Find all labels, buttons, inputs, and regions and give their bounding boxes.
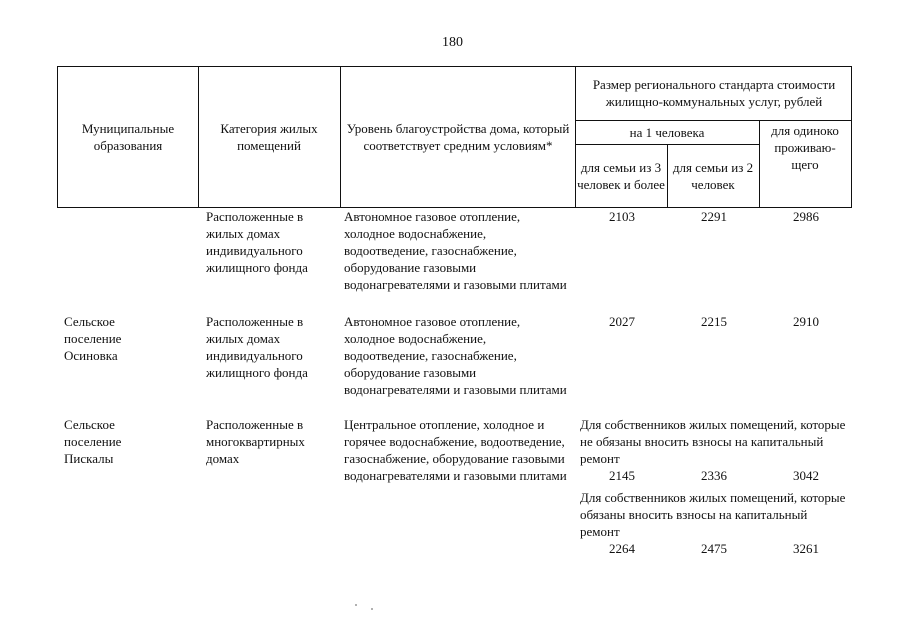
row3a-family2-value: 2336 [701, 468, 727, 483]
scan-speck [355, 604, 357, 606]
row3a-single-value: 3042 [793, 468, 819, 483]
header-family-2: для семьи из 2 человек [672, 159, 754, 192]
row2-municipality: Сельское поселение Осиновка [64, 314, 122, 363]
header-single: для одиноко проживаю-щего [771, 122, 839, 172]
row1-single-value: 2986 [793, 209, 819, 224]
row2-category: Расположенные в жилых домах индивидуального жилищного фонда [206, 314, 308, 380]
row3b-single-value: 3261 [793, 541, 819, 556]
header-family-3: для семьи из 3 человек и более [577, 159, 665, 192]
page-number: 180 [442, 35, 463, 50]
scan-speck [371, 608, 373, 610]
row1-category: Расположенные в жилых домах индивидуального жилищного фонда [206, 209, 308, 275]
col-divider-2 [340, 66, 341, 208]
row1-family2-value: 2291 [701, 209, 727, 224]
col-divider-1 [198, 66, 199, 208]
col-divider-3 [575, 66, 576, 208]
row3-note-capital-repair: Для собственников жилых помещений, которые обязаны вносить взносы на капитальный ремонт [580, 490, 846, 539]
header-municipality: Муниципальные образования [81, 121, 175, 153]
header-category: Категория жилых помещений [220, 121, 318, 153]
col-divider-5 [759, 120, 760, 208]
row3b-family2-value: 2475 [701, 541, 727, 556]
row1-family3-value: 2103 [609, 209, 635, 224]
row2-level: Автономное газовое отопление, холодное водоснабжение, водоотведение, газоснабжение, оборудование газовыми водонагревателями и газовыми плитами [344, 314, 567, 397]
row3-municipality: Сельское поселение Пискалы [64, 417, 122, 466]
row1-level: Автономное газовое отопление, холодное водоснабжение, водоотведение, газоснабжение, оборудование газовыми водонагревателями и газовыми плитами [344, 209, 567, 292]
row2-family2-value: 2215 [701, 314, 727, 329]
header-standard-size: Размер регионального стандарта стоимости жилищно-коммунальных услуг, рублей [592, 77, 836, 109]
header-level: Уровень благоустройства дома, который соответствует средним условиям* [346, 121, 570, 153]
col-divider-4 [667, 144, 668, 208]
row3-category: Расположенные в многоквартирных домах [206, 417, 305, 466]
table-header [57, 66, 852, 208]
border-right [851, 66, 852, 208]
border-left [57, 66, 58, 208]
header-per-person: на 1 человека [629, 124, 705, 140]
row3a-family3-value: 2145 [609, 468, 635, 483]
row3b-family3-value: 2264 [609, 541, 635, 556]
row2-family3-value: 2027 [609, 314, 635, 329]
row3-level: Центральное отопление, холодное и горячее водоснабжение, водоотведение, газоснабжение, оборудование газовыми водонагревателями и газовыми плитами [344, 417, 567, 483]
row2-single-value: 2910 [793, 314, 819, 329]
row3-note-no-capital-repair: Для собственников жилых помещений, которые не обязаны вносить взносы на капитальный ремонт [580, 417, 846, 466]
